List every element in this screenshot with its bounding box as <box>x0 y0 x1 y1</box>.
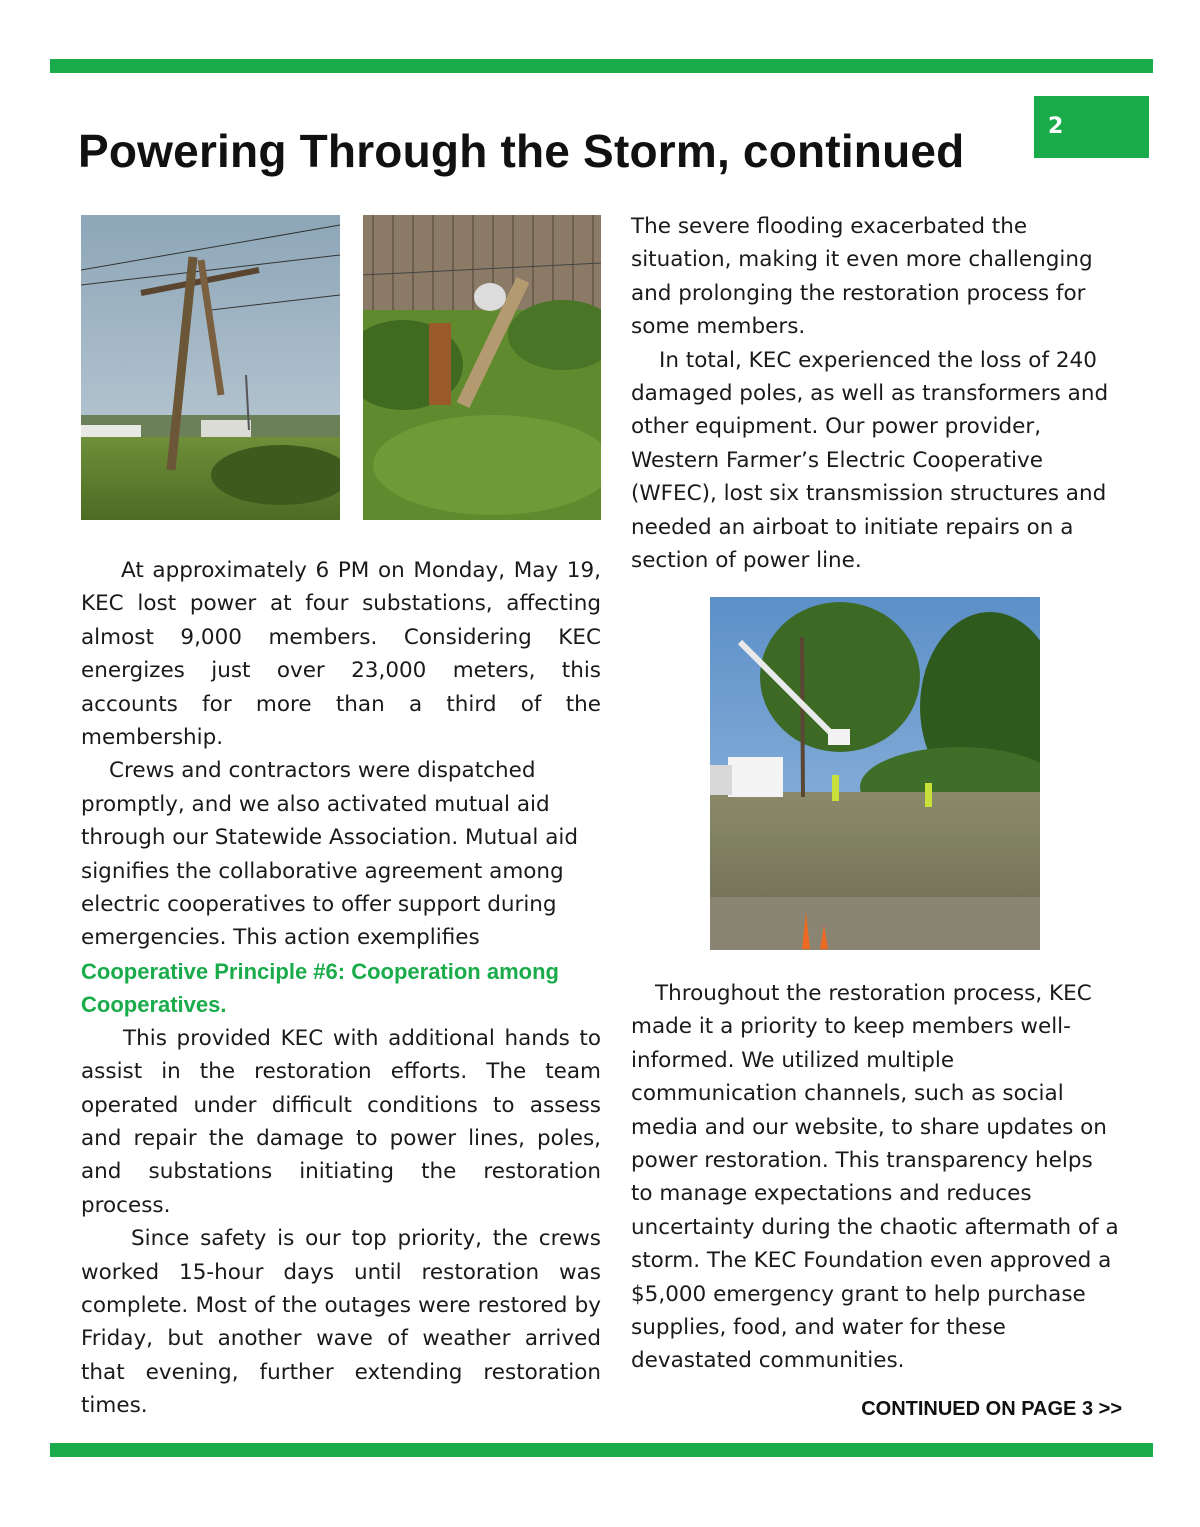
bottom-accent-bar <box>50 1443 1153 1457</box>
paragraph-outage-summary: At approximately 6 PM on Monday, May 19, KEC lost power at four substations, affecting almost 9,000 members. Considering KEC energizes just over 23,000 meters, this accounts for more than a third of the membership. <box>81 558 601 751</box>
paragraph-flooding: The severe flooding exacerbated the situation, making it even more challenging and prolonging the restoration process for some members. <box>631 214 1093 340</box>
cooperative-principle-callout: Cooperative Principle #6: Cooperation among Cooperatives. <box>81 958 559 1018</box>
page-number-badge: 2 <box>1034 96 1149 158</box>
paragraph-communication: Throughout the restoration process, KEC made it a priority to keep members well-informed. We utilized multiple communication channels, such as social media and our website, to share updates on power restoration. This transparency helps to manage expectations and reduces uncertainty during the chaotic aftermath of a storm. The KEC Foundation even approved a $5,000 emergency grant to help purchase supplies, food, and water for these devastated communities. <box>631 981 1119 1374</box>
top-accent-bar <box>50 59 1153 73</box>
right-column-top <box>631 210 1121 577</box>
page-title: Powering Through the Storm, continued <box>78 125 965 177</box>
continued-on-page-link[interactable]: CONTINUED ON PAGE 3 >> <box>861 1398 1122 1420</box>
fallen-pole-with-transformer-photo <box>363 215 601 520</box>
paragraph-damage-totals: In total, KEC experienced the loss of 240 damaged poles, as well as transformers and other equipment. Our power provider, Western Farmer’s Electric Cooperative (WFEC), lost six transmission structures and needed an airboat to initiate repairs on a section of power line. <box>631 347 1109 574</box>
right-column-bottom <box>631 977 1121 1378</box>
left-column <box>81 554 601 1423</box>
leaning-utility-pole-photo <box>81 215 340 520</box>
paragraph-mutual-aid: Crews and contractors were dispatched promptly, and we also activated mutual aid through our Statewide Association. Mutual aid signifies the collaborative agreement among electric cooperatives to offer support during emergencies. This action exemplifies <box>81 758 579 951</box>
paragraph-additional-hands: This provided KEC with additional hands to assist in the restoration efforts. The team operated under difficult conditions to assess and repair the damage to power lines, poles, and substations initiating the restoration process. <box>81 1025 601 1218</box>
paragraph-safety-priority: Since safety is our top priority, the crews worked 15-hour days until restoration was complete. Most of the outages were restored by Friday, but another wave of weather arrived that evening, further extending restoration times. <box>81 1226 601 1419</box>
bucket-truck-in-floodwater-photo <box>710 597 1040 950</box>
